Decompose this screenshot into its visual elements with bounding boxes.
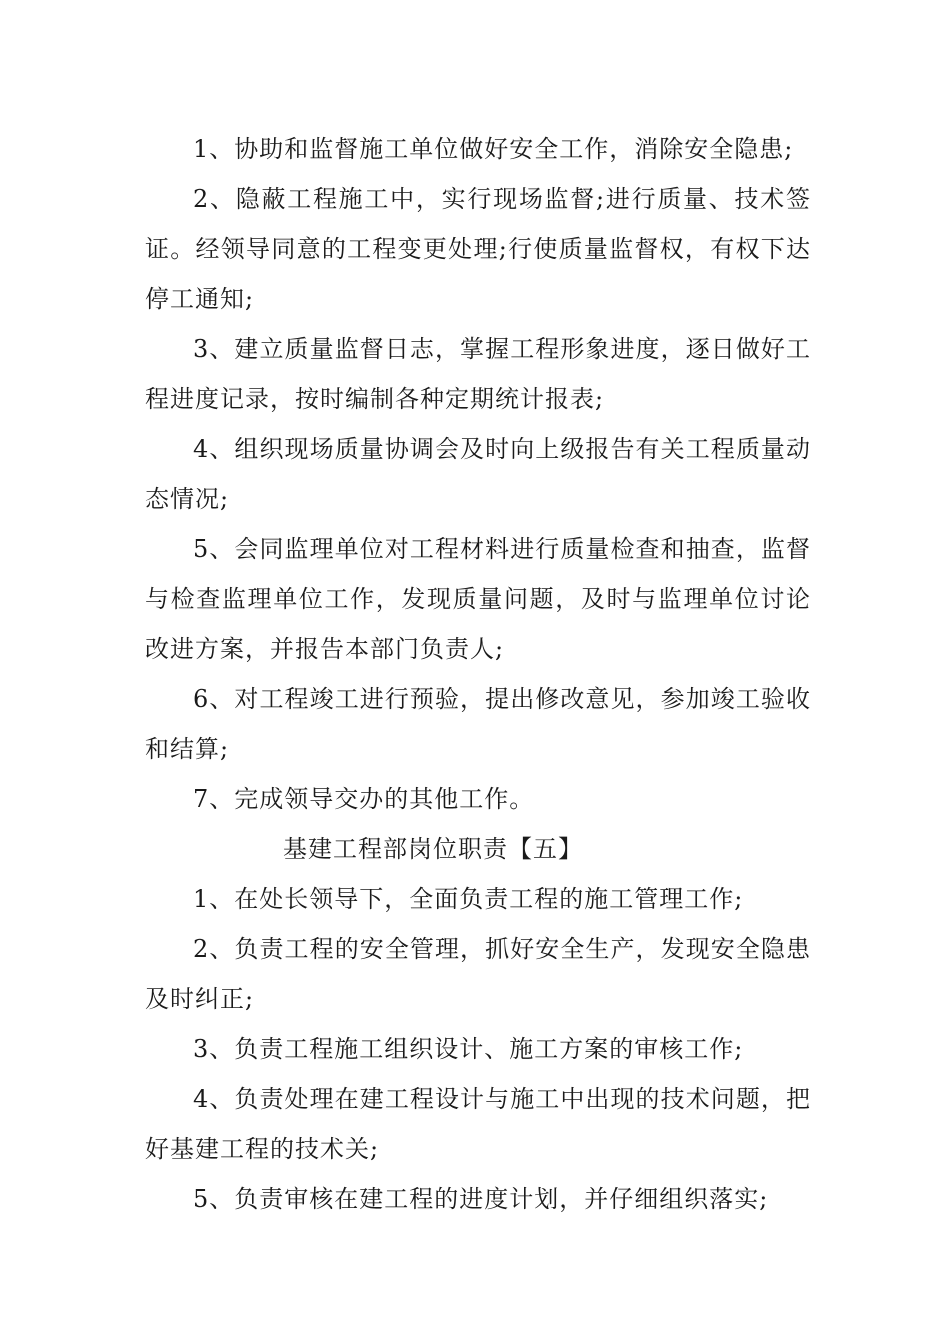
paragraph-item-3: 3、建立质量监督日志，掌握工程形象进度，逐日做好工程进度记录，按时编制各种定期统计报表; xyxy=(145,335,811,413)
duty-item-3: 3、负责工程施工组织设计、施工方案的审核工作; xyxy=(193,1035,744,1063)
paragraph-item-6: 6、对工程竣工进行预验，提出修改意见，参加竣工验收和结算; xyxy=(145,685,811,763)
paragraph-item-4: 4、组织现场质量协调会及时向上级报告有关工程质量动态情况; xyxy=(145,435,811,513)
duty-item-4: 4、负责处理在建工程设计与施工中出现的技术问题，把好基建工程的技术关; xyxy=(145,1085,811,1163)
paragraph-item-5: 5、会同监理单位对工程材料进行质量检查和抽查，监督与检查监理单位工作，发现质量问题，及时与监理单位讨论改进方案，并报告本部门负责人; xyxy=(145,535,811,663)
paragraph-item-7: 7、完成领导交办的其他工作。 xyxy=(193,785,535,813)
document-body xyxy=(145,124,811,1224)
duty-item-1: 1、在处长领导下，全面负责工程的施工管理工作; xyxy=(193,885,744,913)
paragraph-item-1: 1、协助和监督施工单位做好安全工作，消除安全隐患; xyxy=(193,135,794,163)
section-heading: 基建工程部岗位职责【五】 xyxy=(283,835,583,863)
duty-item-5: 5、负责审核在建工程的进度计划，并仔细组织落实; xyxy=(193,1185,769,1213)
paragraph-item-2: 2、隐蔽工程施工中，实行现场监督;进行质量、技术签证。经领导同意的工程变更处理;行使质量监督权，有权下达停工通知; xyxy=(145,185,811,313)
duty-item-2: 2、负责工程的安全管理，抓好安全生产，发现安全隐患及时纠正; xyxy=(145,935,811,1013)
